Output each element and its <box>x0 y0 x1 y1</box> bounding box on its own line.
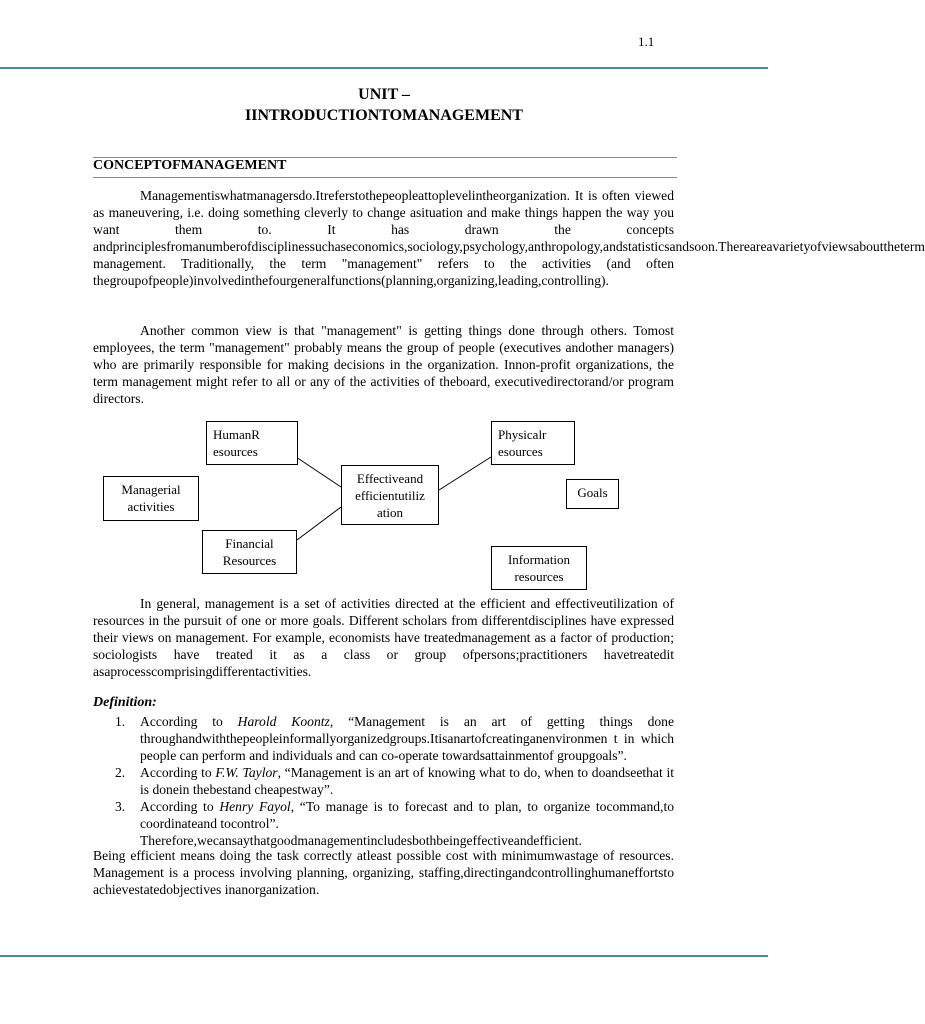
paragraph-4: Being efficient means doing the task correctly atleast possible cost with minimumwastage of resources. Management is a process involving planning, organizing, staffing,directingandcontrollinghumaneffortsto achievestatedobjectives inanorganization. <box>93 848 674 897</box>
definition-text: , “Management is an art of getting things done throughandwiththepeopleinformallyorganizedgroups.Itisanartofcreatinganenvironmen t in which people can perform and individuals and can co-operate towardsattainmentof groupgoals”. <box>140 714 674 763</box>
chapter-title: IINTRODUCTIONTOMANAGEMENT <box>245 107 523 124</box>
definition-conclusion: Therefore,wecansaythatgoodmanagementincludesbothbeingeffectiveandefficient. <box>140 833 582 848</box>
effective-utilization-box: Effectiveand efficientutiliz ation <box>341 465 439 525</box>
financial-resources-box: Financial Resources <box>202 530 297 574</box>
page-number: 1.1 <box>638 34 655 49</box>
section-rule-bottom <box>93 177 677 178</box>
definition-text: , “To manage is to forecast and to plan, to organize tocommand,to coordinateand tocontrol”. <box>140 799 675 831</box>
management-diagram <box>93 415 677 585</box>
physical-resources-box: Physicalr esources <box>491 421 575 465</box>
information-resources-box: Information resources <box>491 546 587 590</box>
human-resources-box: HumanR esources <box>206 421 298 465</box>
connector-physical <box>439 457 491 490</box>
footer-rule <box>0 955 768 957</box>
header-rule <box>0 67 768 69</box>
goals-box: Goals <box>566 479 619 509</box>
definition-item <box>93 713 674 764</box>
definition-number: 1. <box>115 714 126 729</box>
managerial-activities-box: Managerial activities <box>103 476 199 521</box>
definition-item <box>93 764 674 798</box>
definition-prefix: According to <box>140 799 220 814</box>
paragraph-2: Another common view is that "management" is getting things done through others. Tomost employees, the term "management" probably means the group of people (executives andother managers) who are primarily responsible for making decisions in the organization. Innon-profit organizations, the term management might refer to all or any of the activities of theboard, executivedirectorand/or program directors. <box>93 323 674 406</box>
definition-heading: Definition: <box>93 695 157 710</box>
definition-author: Henry Fayol <box>219 799 291 814</box>
paragraph-1: Managementiswhatmanagersdo.Itreferstothepeopleattoplevelintheorganization. It is often viewed as maneuvering, i.e. doing something cleverly to change asituation and make things happen the way you want them to. It has drawn the concepts andprinciplesfromanumberofdisciplinessuchaseconomics,sociology,psychology,anthropology,andstatisticsandsoon.Thereareavarietyofviewsabouttheterm​management. Traditionally, the term "management" refers to the activities (and often thegroupofpeople)involvedinthefourgeneralfunctions(planning,organizing,leading,controlling). <box>93 188 925 288</box>
definition-prefix: According to <box>140 714 238 729</box>
unit-title: UNIT – <box>358 86 410 103</box>
definition-author: F.W. Taylor <box>215 765 278 780</box>
paragraph-3: In general, management is a set of activities directed at the efficient and effectiveutilization of resources in the pursuit of one or more goals. Different scholars from differentdisciplines have expressed their views on management. For example, economists have treatedmanagement as a factor of production; sociologists have treated it as a class or group ofpersons;practitioners havetreatedit asaprocesscomprisingdifferentactivities. <box>93 596 674 679</box>
definition-author: Harold Koontz <box>237 714 330 729</box>
definition-list <box>93 713 674 849</box>
connector-human <box>293 455 341 487</box>
definition-prefix: According to <box>140 765 216 780</box>
definition-item <box>93 798 674 832</box>
connector-financial <box>297 507 341 540</box>
definition-number: 2. <box>115 765 126 780</box>
definition-number: 3. <box>115 799 126 814</box>
definition-text: , “Management is an art of knowing what to do, when to doandseethat it is donein thebestand cheapestway”. <box>140 765 675 797</box>
section-heading: CONCEPTOFMANAGEMENT <box>93 158 287 173</box>
